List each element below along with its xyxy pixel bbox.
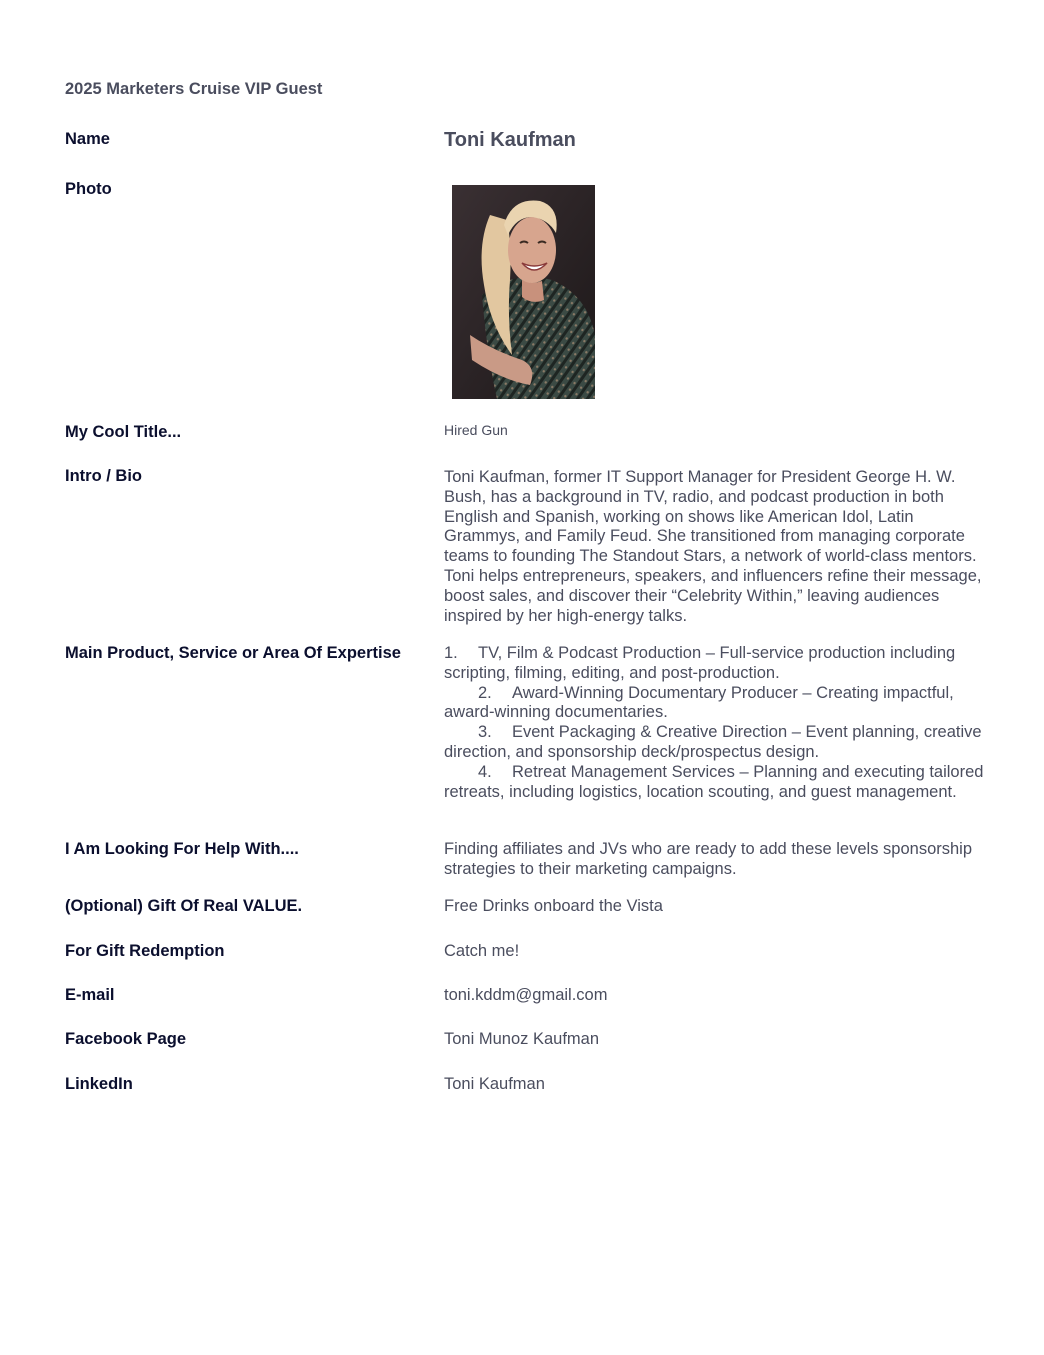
expertise-label: Main Product, Service or Area Of Expertise — [65, 644, 401, 662]
expertise-list — [444, 644, 989, 802]
document-title: 2025 Marketers Cruise VIP Guest — [65, 80, 323, 98]
bio-value: Toni Kaufman, former IT Support Manager for President George H. W. Bush, has a background in TV, radio, and podcast production in both English and Spanish, working on shows like American Idol, Latin Grammys, and Family Feud. She transitioned from managing corporate teams to founding The Standout Stars, a network of world-class mentors. Toni helps entrepreneurs, speakers, and influencers refine their message, boost sales, and discover their “Celebrity Within,” leaving audiences inspired by her high-energy talks. — [444, 468, 982, 625]
list-item: 4. Retreat Management Services – Planning and executing tailored retreats, including logistics, location scouting, and guest management. — [444, 762, 984, 801]
profile-photo — [452, 185, 595, 399]
redemption-value: Catch me! — [444, 942, 520, 960]
email-value[interactable]: toni.kddm@gmail.com — [444, 986, 608, 1004]
list-item: 2. Award-Winning Documentary Producer – Creating impactful, award-winning documentaries. — [444, 683, 954, 722]
linkedin-value[interactable]: Toni Kaufman — [444, 1075, 545, 1093]
gift-value: Free Drinks onboard the Vista — [444, 897, 663, 915]
gift-label: (Optional) Gift Of Real VALUE. — [65, 897, 303, 915]
facebook-value[interactable]: Toni Munoz Kaufman — [444, 1030, 600, 1048]
email-label: E-mail — [65, 986, 115, 1004]
help-value: Finding affiliates and JVs who are ready to add these levels sponsorship strategies to their marketing campaigns. — [444, 840, 973, 878]
cool-title-value: Hired Gun — [444, 422, 508, 438]
redemption-label: For Gift Redemption — [65, 942, 225, 960]
photo-label: Photo — [65, 180, 112, 198]
help-label: I Am Looking For Help With.... — [65, 840, 299, 858]
name-label: Name — [65, 130, 110, 148]
bio-label: Intro / Bio — [65, 467, 142, 485]
list-item: 1. TV, Film & Podcast Production – Full-service production including scripting, filming, editing, and post-production. — [444, 644, 956, 682]
cool-title-label: My Cool Title... — [65, 423, 182, 441]
list-item: 3. Event Packaging & Creative Direction – Event planning, creative direction, and sponsorship deck/prospectus design. — [444, 723, 982, 761]
facebook-label: Facebook Page — [65, 1030, 187, 1048]
linkedin-label: LinkedIn — [65, 1075, 133, 1093]
name-value: Toni Kaufman — [444, 129, 576, 151]
